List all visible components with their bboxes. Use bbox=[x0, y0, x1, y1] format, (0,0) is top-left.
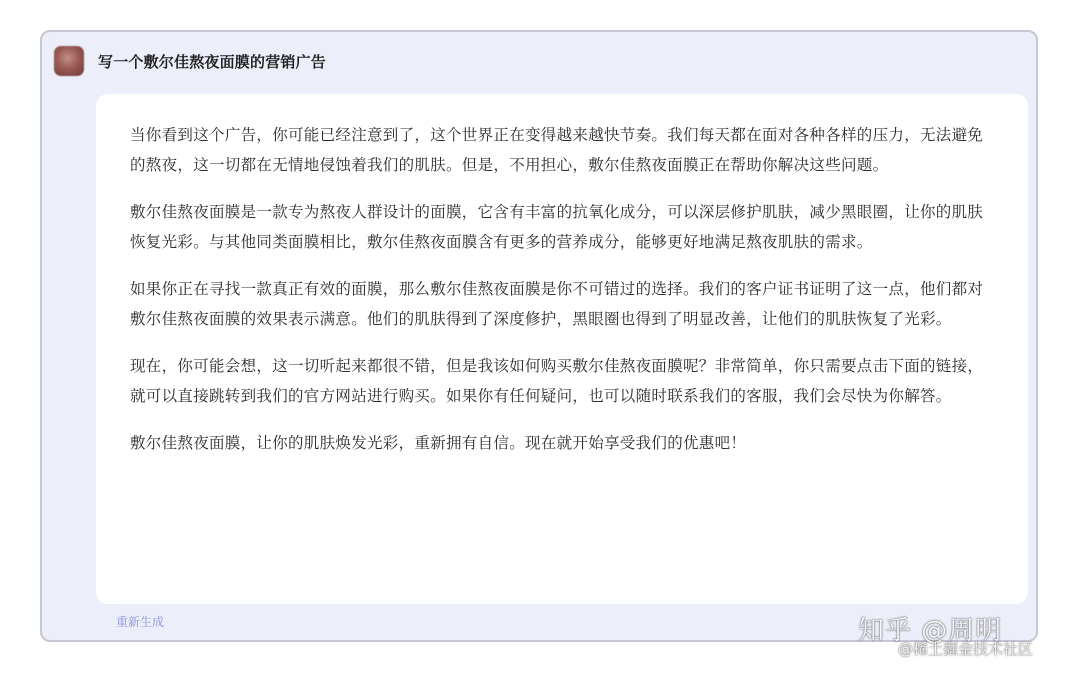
chat-window bbox=[40, 30, 1038, 642]
answer-paragraph-1: 当你看到这个广告，你可能已经注意到了，这个世界正在变得越来越快节奏。我们每天都在面对各种各样的压力，无法避免的熬夜，这一切都在无情地侵蚀着我们的肌肤。但是，不用担心，敷尔佳熬夜面膜正在帮助你解决这些问题。 bbox=[130, 126, 984, 174]
prompt-row bbox=[54, 44, 326, 78]
regenerate-button[interactable]: 重新生成 bbox=[116, 615, 165, 629]
zhihu-watermark: 知乎 @周明 bbox=[858, 616, 1003, 646]
answer-paragraph-2: 敷尔佳熬夜面膜是一款专为熬夜人群设计的面膜，它含有丰富的抗氧化成分，可以深层修护肌肤，减少黑眼圈，让你的肌肤恢复光彩。与其他同类面膜相比，敷尔佳熬夜面膜含有更多的营养成分，能够更好地满足熬夜肌肤的需求。 bbox=[130, 203, 984, 251]
answer-paragraph-3: 如果你正在寻找一款真正有效的面膜，那么敷尔佳熬夜面膜是你不可错过的选择。我们的客户证书证明了这一点，他们都对敷尔佳熬夜面膜的效果表示满意。他们的肌肤得到了深度修护，黑眼圈也得到了明显改善，让他们的肌肤恢复了光彩。 bbox=[130, 280, 984, 328]
answer-paragraph-5: 敷尔佳熬夜面膜，让你的肌肤焕发光彩，重新拥有自信。现在就开始享受我们的优惠吧！ bbox=[130, 434, 747, 452]
juejin-watermark: @稀土掘金技术社区 bbox=[898, 640, 1034, 658]
user-avatar bbox=[54, 46, 84, 76]
prompt-text: 写一个敷尔佳熬夜面膜的营销广告 bbox=[98, 52, 327, 71]
answer-card bbox=[96, 94, 1028, 604]
answer-paragraph-4: 现在，你可能会想，这一切听起来都很不错，但是我该如何购买敷尔佳熬夜面膜呢？非常简单，你只需要点击下面的链接，就可以直接跳转到我们的官方网站进行购买。如果你有任何疑问，也可以随时联系我们的客服，我们会尽快为你解答。 bbox=[130, 357, 984, 405]
